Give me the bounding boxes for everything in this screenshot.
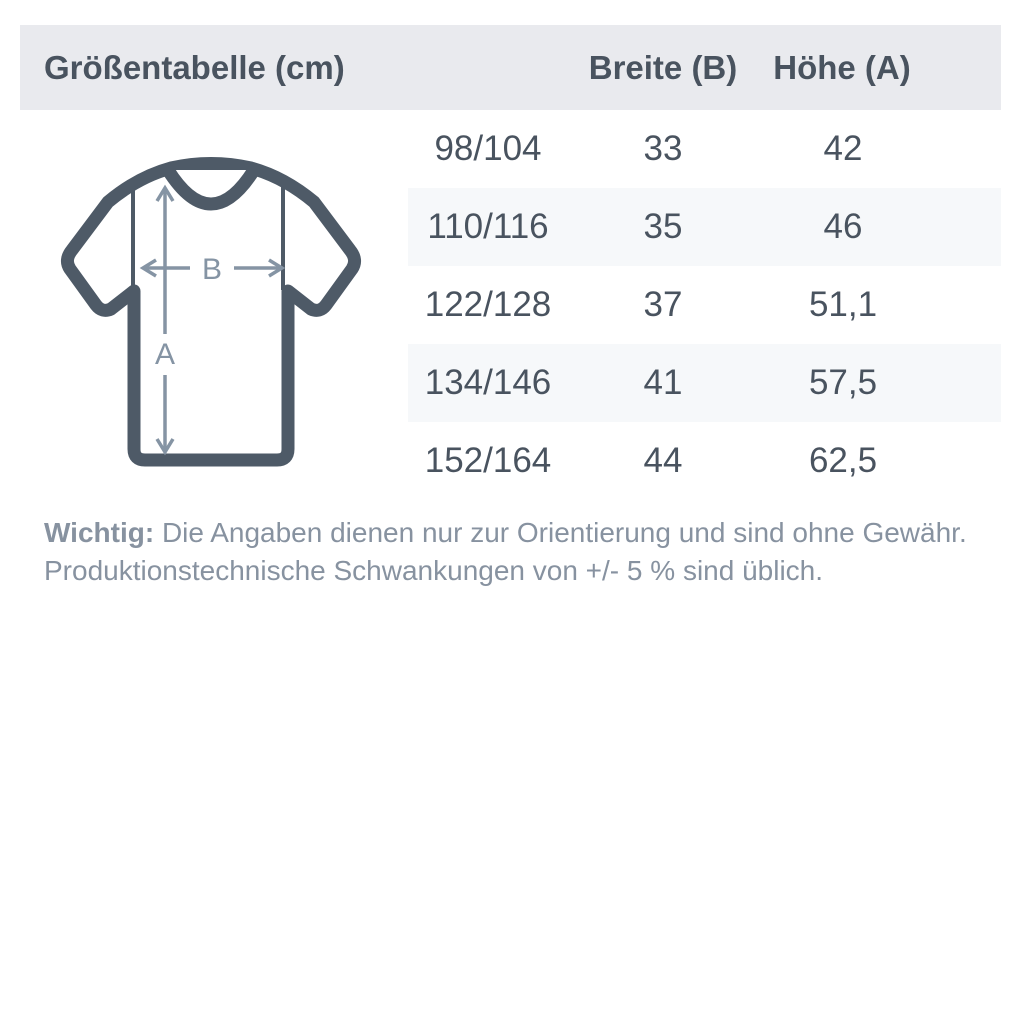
disclaimer-line-1 — [44, 514, 1004, 552]
table-row — [408, 422, 1001, 500]
disclaimer-label: Wichtig: — [44, 517, 155, 548]
tshirt-measurement-diagram — [40, 140, 400, 500]
height-value: 62,5 — [808, 441, 878, 480]
tshirt-icon — [40, 140, 400, 500]
table-row — [408, 110, 1001, 188]
disclaimer-note — [44, 514, 1004, 590]
column-header-height: Höhe (A) — [773, 48, 911, 86]
size-value: 98/104 — [434, 129, 542, 168]
height-value: 57,5 — [808, 363, 878, 402]
width-value: 35 — [643, 207, 683, 246]
height-value: 51,1 — [808, 285, 878, 324]
width-value: 44 — [643, 441, 683, 480]
size-value: 134/146 — [424, 363, 552, 402]
size-table — [408, 110, 1001, 500]
height-value: 46 — [823, 207, 863, 246]
size-chart-header — [20, 25, 1001, 110]
table-row — [408, 188, 1001, 266]
width-label: B — [201, 253, 223, 286]
table-row — [408, 344, 1001, 422]
width-value: 33 — [643, 129, 683, 168]
size-value: 122/128 — [424, 285, 552, 324]
disclaimer-text-1: Die Angaben dienen nur zur Orientierung und sind ohne Gewähr. — [154, 517, 967, 548]
disclaimer-line-2: Produktionstechnische Schwankungen von +/- 5 % sind üblich. — [44, 555, 824, 586]
column-header-width: Breite (B) — [588, 48, 738, 86]
size-value: 110/116 — [427, 207, 549, 246]
width-value: 37 — [643, 285, 683, 324]
table-row — [408, 266, 1001, 344]
size-value: 152/164 — [424, 441, 552, 480]
page-title: Größentabelle (cm) — [44, 48, 345, 86]
width-value: 41 — [643, 363, 683, 402]
height-value: 42 — [823, 129, 863, 168]
height-label: A — [154, 338, 176, 371]
